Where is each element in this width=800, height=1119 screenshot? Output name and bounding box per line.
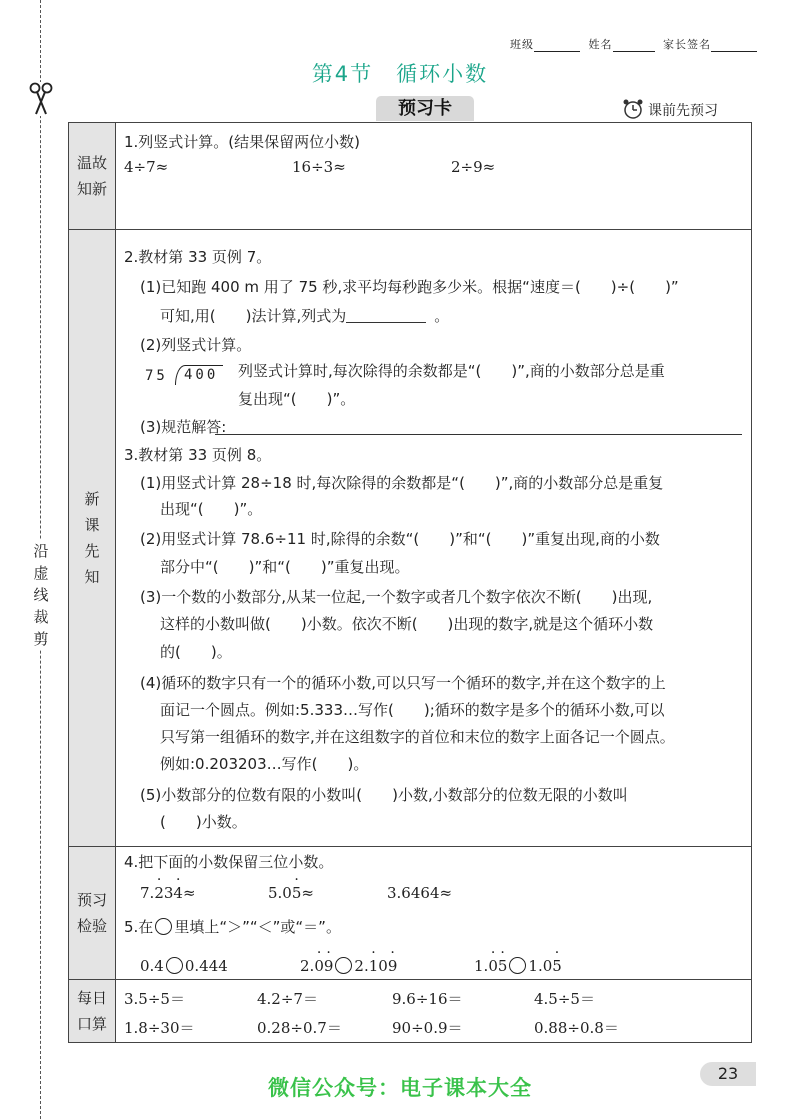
alarm-clock-icon: [622, 98, 644, 120]
question-2-2-text1: 列竖式计算时,每次除得的余数都是“( )”,商的小数部分总是重: [238, 362, 665, 380]
question-3-4-line3: 只写第一组循环的数字,并在这组数字的首位和末位的数字上面各记一个圆点。: [160, 728, 675, 746]
mental-math-item: 0.28÷0.7＝: [257, 1019, 342, 1037]
question-3-title: 3.教材第 33 页例 8。: [124, 446, 272, 464]
mental-math-item: 1.8÷30＝: [124, 1019, 195, 1037]
question-3-4-line2: 面记一个圆点。例如:5.333…写作( );循环的数字是多个的循环小数,可以: [160, 701, 665, 719]
watermark: 微信公众号：电子课本大全: [268, 1076, 532, 1100]
cut-instruction: 沿虚线裁剪: [31, 540, 51, 650]
pre-study-label: 课前先预习: [648, 103, 718, 119]
category-daily: 每日口算: [69, 980, 116, 1042]
card-title: 预习卡: [376, 96, 474, 121]
page-number: 23: [700, 1062, 756, 1086]
question-3-1-line2: 出现“( )”。: [160, 500, 263, 518]
question-3-4-line1: (4)循环的数字只有一个的循环小数,可以只写一个循环的数字,并在这个数字的上: [140, 674, 666, 692]
question-2-2: (2)列竖式计算。: [140, 336, 252, 354]
mental-math-item: 0.88÷0.8＝: [534, 1019, 619, 1037]
mental-math-item: 90÷0.9＝: [392, 1019, 463, 1037]
question-4-title: 4.把下面的小数保留三位小数。: [124, 853, 334, 871]
question-3-3-line1: (3)一个数的小数部分,从某一位起,一个数字或者几个数字依次不断( )出现,: [140, 588, 653, 606]
compare-circle[interactable]: [509, 957, 526, 974]
row-divider: [69, 846, 751, 847]
answer-line[interactable]: [215, 434, 742, 435]
row-divider: [69, 229, 751, 230]
mental-math-item: 4.5÷5＝: [534, 990, 595, 1008]
question-3-3-line3: 的( )。: [160, 643, 232, 661]
name-label: 姓名: [588, 38, 613, 51]
question-1-title: 1.列竖式计算。(结果保留两位小数): [124, 133, 361, 151]
answer-blank[interactable]: [346, 309, 426, 323]
parent-signature-blank[interactable]: [711, 40, 757, 52]
mental-math-item: 9.6÷16＝: [392, 990, 463, 1008]
rounding-item: 3.6464≈: [387, 884, 453, 902]
compare-item: 2.· 0· 9 2.· 10· 9: [300, 957, 397, 975]
section-title: 第4节 循环小数: [311, 62, 489, 86]
category-check: 预习检验: [69, 847, 116, 979]
review-item: 2÷9≈: [451, 158, 496, 176]
compare-item: 0.4 0.444: [140, 957, 228, 975]
division-divisor: 75: [145, 368, 168, 384]
review-item: 16÷3≈: [292, 158, 346, 176]
question-3-5-line1: (5)小数部分的位数有限的小数叫( )小数,小数部分的位数无限的小数叫: [140, 786, 628, 804]
class-blank[interactable]: [534, 40, 580, 52]
parent-signature-label: 家长签名: [663, 38, 711, 51]
review-item: 4÷7≈: [124, 158, 169, 176]
category-new-lesson: 新课先知: [69, 230, 116, 846]
long-division: [145, 368, 168, 384]
question-2-3: (3)规范解答:: [140, 418, 227, 436]
division-dividend: 400: [184, 367, 219, 383]
question-2-1-line2: 可知,用( )法计算,列式为 。: [160, 307, 450, 325]
compare-circle[interactable]: [335, 957, 352, 974]
mental-math-item: 4.2÷7＝: [257, 990, 318, 1008]
question-3-4-line4: 例如:0.203203…写作( )。: [160, 755, 369, 773]
compare-circle-icon: [155, 918, 172, 935]
compare-circle[interactable]: [166, 957, 183, 974]
compare-item: 1.· 0· 5 1.0· 5: [474, 957, 562, 975]
category-review: 温故知新: [69, 123, 116, 229]
question-3-1-line1: (1)用竖式计算 28÷18 时,每次除得的余数都是“( )”,商的小数部分总是重复: [140, 474, 664, 492]
class-label: 班级: [510, 38, 534, 51]
question-3-2-line2: 部分中“( )”和“( )”重复出现。: [160, 558, 410, 576]
row-divider: [69, 979, 751, 980]
question-2-2-text2: 复出现“( )”。: [238, 390, 356, 408]
question-3-3-line2: 这样的小数叫做( )小数。依次不断( )出现的数字,就是这个循环小数: [160, 615, 654, 633]
rounding-item: 5.0· 5≈: [268, 884, 314, 902]
question-3-2-line1: (2)用竖式计算 78.6÷11 时,除得的余数“( )”和“( )”重复出现,商的小数: [140, 530, 660, 548]
question-5-title: 5.在 里填上“＞”“＜”或“＝”。: [124, 918, 341, 936]
question-2-1-line1: (1)已知跑 400 m 用了 75 秒,求平均每秒跑多少米。根据“速度＝( )÷( )”: [140, 278, 679, 296]
rounding-item: 7.· 23· 4≈: [140, 884, 196, 902]
question-2-title: 2.教材第 33 页例 7。: [124, 248, 272, 266]
student-info: [510, 36, 761, 52]
name-blank[interactable]: [613, 40, 655, 52]
pre-study-badge: [622, 98, 718, 120]
question-3-5-line2: ( )小数。: [160, 813, 247, 831]
mental-math-item: 3.5÷5＝: [124, 990, 185, 1008]
